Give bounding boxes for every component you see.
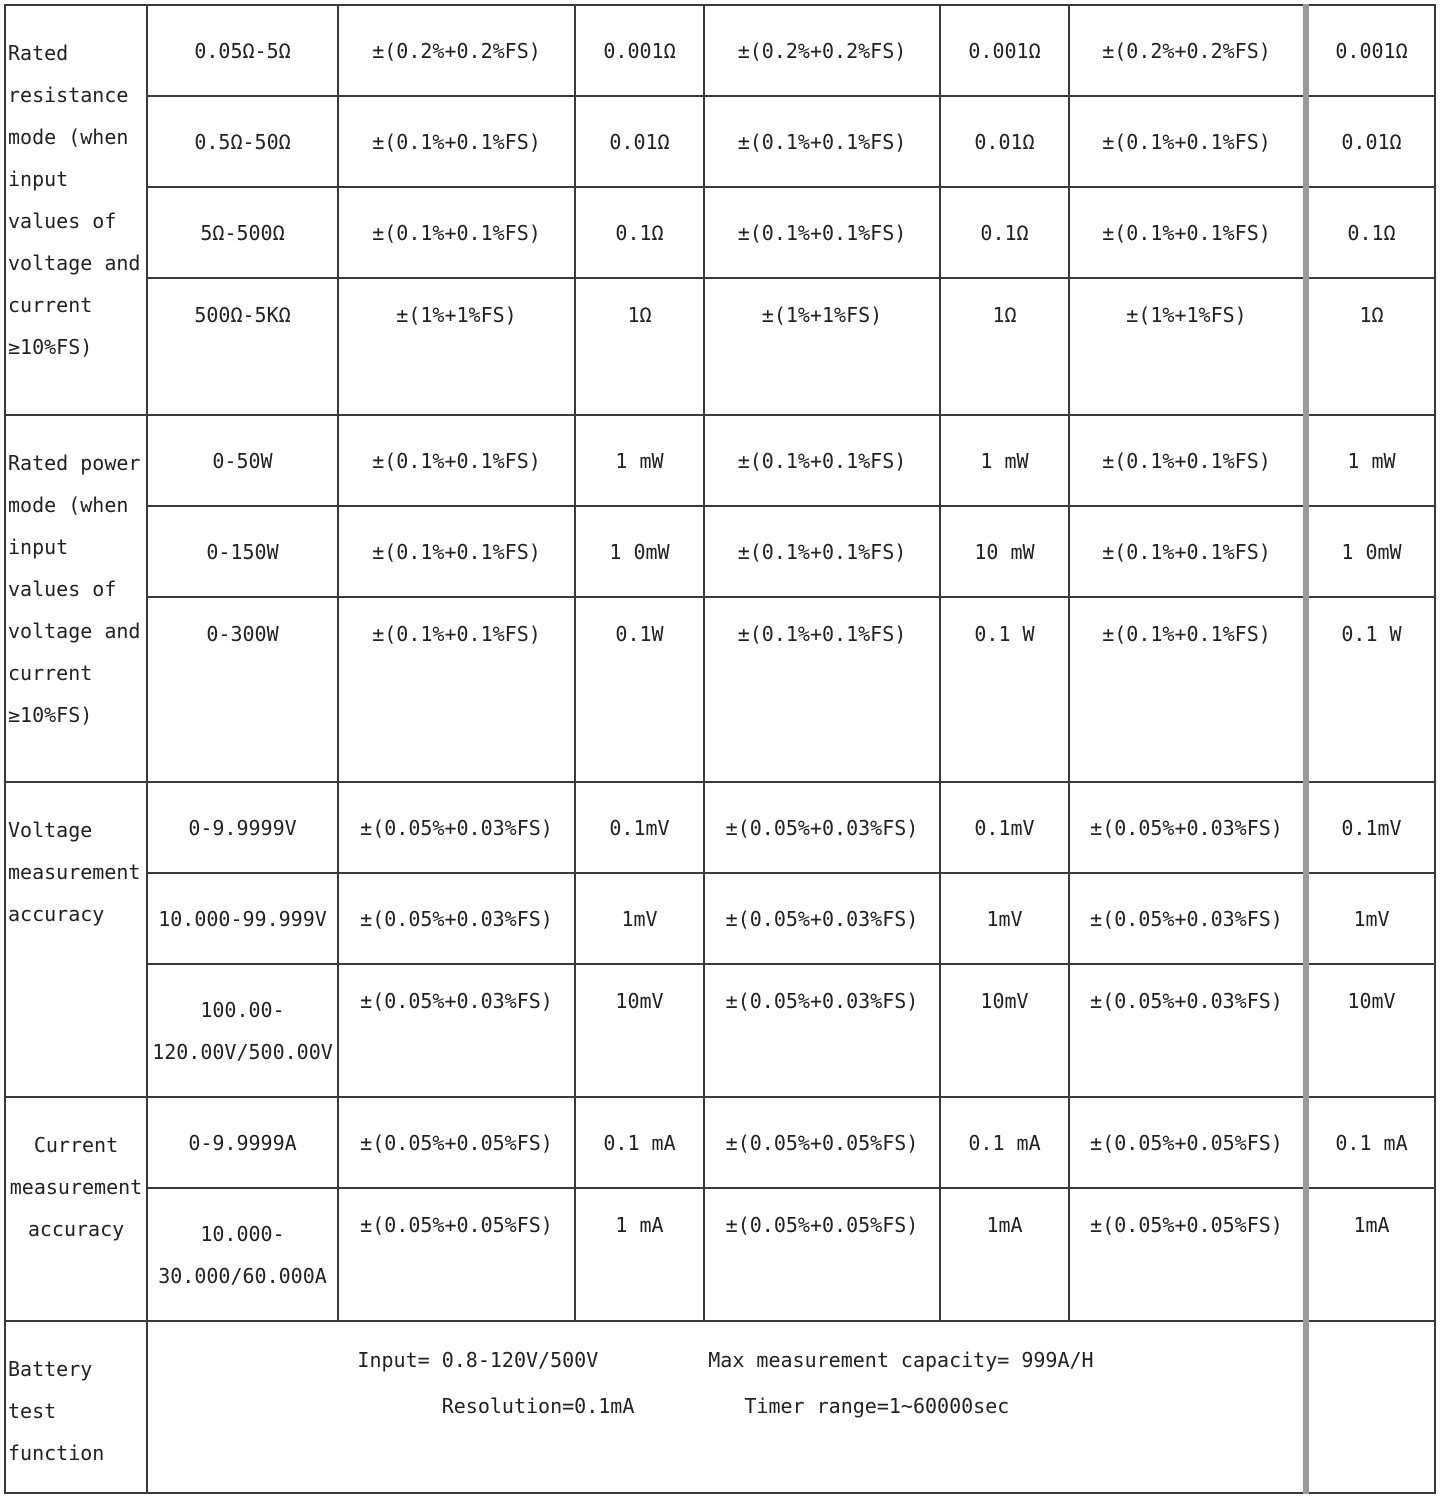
accuracy-cell: ±(0.05%+0.03%FS) bbox=[704, 873, 940, 964]
resolution-cell: 1mA bbox=[1306, 1188, 1435, 1321]
accuracy-cell: ±(0.05%+0.03%FS) bbox=[1069, 782, 1306, 873]
resolution-cell: 1 mW bbox=[940, 415, 1069, 506]
accuracy-cell: ±(0.05%+0.03%FS) bbox=[1069, 964, 1306, 1097]
accuracy-cell: ±(0.1%+0.1%FS) bbox=[704, 96, 940, 187]
table-row bbox=[5, 506, 1435, 597]
range-cell: 0-50W bbox=[147, 415, 338, 506]
table-row bbox=[5, 96, 1435, 187]
resolution-cell: 0.01Ω bbox=[1306, 96, 1435, 187]
accuracy-cell: ±(1%+1%FS) bbox=[704, 278, 940, 415]
table-row bbox=[5, 5, 1435, 96]
table-row bbox=[5, 964, 1435, 1097]
range-cell: 0.5Ω-50Ω bbox=[147, 96, 338, 187]
spec-table bbox=[4, 4, 1436, 1494]
resolution-cell: 1Ω bbox=[1306, 278, 1435, 415]
accuracy-cell: ±(0.05%+0.05%FS) bbox=[1069, 1188, 1306, 1321]
resolution-cell: 1Ω bbox=[575, 278, 704, 415]
accuracy-cell: ±(0.1%+0.1%FS) bbox=[338, 506, 575, 597]
accuracy-cell: ±(0.2%+0.2%FS) bbox=[1069, 5, 1306, 96]
resolution-cell: 1Ω bbox=[940, 278, 1069, 415]
accuracy-cell: ±(0.1%+0.1%FS) bbox=[1069, 96, 1306, 187]
resolution-cell: 1 0mW bbox=[575, 506, 704, 597]
battery-capacity: Max measurement capacity= 999A/H bbox=[708, 1348, 1094, 1372]
resolution-cell: 0.001Ω bbox=[940, 5, 1069, 96]
accuracy-cell: ±(0.05%+0.05%FS) bbox=[1069, 1097, 1306, 1188]
resolution-cell: 1 mW bbox=[575, 415, 704, 506]
resolution-cell: 0.1Ω bbox=[575, 187, 704, 278]
resolution-cell: 0.1Ω bbox=[1306, 187, 1435, 278]
resolution-cell: 0.1 W bbox=[1306, 597, 1435, 782]
resolution-cell: 0.1mV bbox=[940, 782, 1069, 873]
resolution-cell: 0.1Ω bbox=[940, 187, 1069, 278]
range-cell: 10.000-99.999V bbox=[147, 873, 338, 964]
accuracy-cell: ±(0.05%+0.03%FS) bbox=[1069, 873, 1306, 964]
accuracy-cell: ±(0.1%+0.1%FS) bbox=[338, 187, 575, 278]
accuracy-cell: ±(0.2%+0.2%FS) bbox=[704, 5, 940, 96]
accuracy-cell: ±(0.05%+0.05%FS) bbox=[704, 1097, 940, 1188]
resolution-cell: 0.1 mA bbox=[940, 1097, 1069, 1188]
battery-input: Input= 0.8-120V/500V bbox=[357, 1348, 599, 1372]
accuracy-cell: ±(0.1%+0.1%FS) bbox=[338, 96, 575, 187]
accuracy-cell: ±(0.05%+0.05%FS) bbox=[704, 1188, 940, 1321]
range-cell: 0-300W bbox=[147, 597, 338, 782]
battery-label: Battery test function bbox=[5, 1321, 147, 1493]
table-row bbox=[5, 1097, 1435, 1188]
accuracy-cell: ±(0.1%+0.1%FS) bbox=[704, 187, 940, 278]
accuracy-cell: ±(0.05%+0.03%FS) bbox=[338, 782, 575, 873]
accuracy-cell: ±(0.05%+0.05%FS) bbox=[338, 1188, 575, 1321]
resolution-cell: 0.1mV bbox=[575, 782, 704, 873]
table-row bbox=[5, 782, 1435, 873]
accuracy-cell: ±(1%+1%FS) bbox=[1069, 278, 1306, 415]
accuracy-cell: ±(0.2%+0.2%FS) bbox=[338, 5, 575, 96]
resolution-cell: 1 0mW bbox=[1306, 506, 1435, 597]
range-cell: 500Ω-5KΩ bbox=[147, 278, 338, 415]
accuracy-cell: ±(0.1%+0.1%FS) bbox=[1069, 597, 1306, 782]
accuracy-cell: ±(0.1%+0.1%FS) bbox=[338, 415, 575, 506]
resolution-cell: 1mV bbox=[575, 873, 704, 964]
group-label: Current measurement accuracy bbox=[5, 1097, 147, 1321]
empty-cell bbox=[1306, 1321, 1435, 1493]
range-cell: 10.000-30.000/60.000A bbox=[147, 1188, 338, 1321]
battery-resolution: Resolution=0.1mA bbox=[441, 1394, 635, 1418]
accuracy-cell: ±(0.1%+0.1%FS) bbox=[704, 597, 940, 782]
table-row bbox=[5, 415, 1435, 506]
battery-info bbox=[147, 1321, 1306, 1493]
table-row bbox=[5, 1321, 1435, 1493]
resolution-cell: 0.01Ω bbox=[575, 96, 704, 187]
accuracy-cell: ±(0.1%+0.1%FS) bbox=[704, 506, 940, 597]
accuracy-cell: ±(0.05%+0.03%FS) bbox=[704, 964, 940, 1097]
resolution-cell: 0.001Ω bbox=[575, 5, 704, 96]
accuracy-cell: ±(0.1%+0.1%FS) bbox=[1069, 506, 1306, 597]
accuracy-cell: ±(0.1%+0.1%FS) bbox=[1069, 187, 1306, 278]
range-cell: 0-9.9999A bbox=[147, 1097, 338, 1188]
resolution-cell: 10mV bbox=[940, 964, 1069, 1097]
group-label: Rated resistance mode (when input values of voltage and current ≥10%FS) bbox=[5, 5, 147, 415]
table-row bbox=[5, 597, 1435, 782]
accuracy-cell: ±(1%+1%FS) bbox=[338, 278, 575, 415]
range-cell: 0-9.9999V bbox=[147, 782, 338, 873]
resolution-cell: 0.001Ω bbox=[1306, 5, 1435, 96]
accuracy-cell: ±(0.1%+0.1%FS) bbox=[704, 415, 940, 506]
resolution-cell: 10mV bbox=[1306, 964, 1435, 1097]
accuracy-cell: ±(0.05%+0.05%FS) bbox=[338, 1097, 575, 1188]
resolution-cell: 0.1 W bbox=[940, 597, 1069, 782]
resolution-cell: 1 mA bbox=[575, 1188, 704, 1321]
group-label: Voltage measurement accuracy bbox=[5, 782, 147, 1097]
resolution-cell: 0.1 mA bbox=[575, 1097, 704, 1188]
group-label: Rated power mode (when input values of voltage and current ≥10%FS) bbox=[5, 415, 147, 782]
range-cell: 5Ω-500Ω bbox=[147, 187, 338, 278]
accuracy-cell: ±(0.1%+0.1%FS) bbox=[338, 597, 575, 782]
resolution-cell: 1mA bbox=[940, 1188, 1069, 1321]
table-row bbox=[5, 873, 1435, 964]
resolution-cell: 10mV bbox=[575, 964, 704, 1097]
table-row bbox=[5, 187, 1435, 278]
resolution-cell: 1mV bbox=[1306, 873, 1435, 964]
resolution-cell: 0.1W bbox=[575, 597, 704, 782]
resolution-cell: 0.1mV bbox=[1306, 782, 1435, 873]
range-cell: 0-150W bbox=[147, 506, 338, 597]
resolution-cell: 10 mW bbox=[940, 506, 1069, 597]
range-cell: 100.00-120.00V/500.00V bbox=[147, 964, 338, 1097]
accuracy-cell: ±(0.05%+0.03%FS) bbox=[704, 782, 940, 873]
resolution-cell: 0.01Ω bbox=[940, 96, 1069, 187]
table-row bbox=[5, 1188, 1435, 1321]
resolution-cell: 1mV bbox=[940, 873, 1069, 964]
battery-timer: Timer range=1~60000sec bbox=[744, 1394, 1010, 1418]
resolution-cell: 1 mW bbox=[1306, 415, 1435, 506]
table-row bbox=[5, 278, 1435, 415]
accuracy-cell: ±(0.05%+0.03%FS) bbox=[338, 964, 575, 1097]
range-cell: 0.05Ω-5Ω bbox=[147, 5, 338, 96]
accuracy-cell: ±(0.1%+0.1%FS) bbox=[1069, 415, 1306, 506]
resolution-cell: 0.1 mA bbox=[1306, 1097, 1435, 1188]
accuracy-cell: ±(0.05%+0.03%FS) bbox=[338, 873, 575, 964]
